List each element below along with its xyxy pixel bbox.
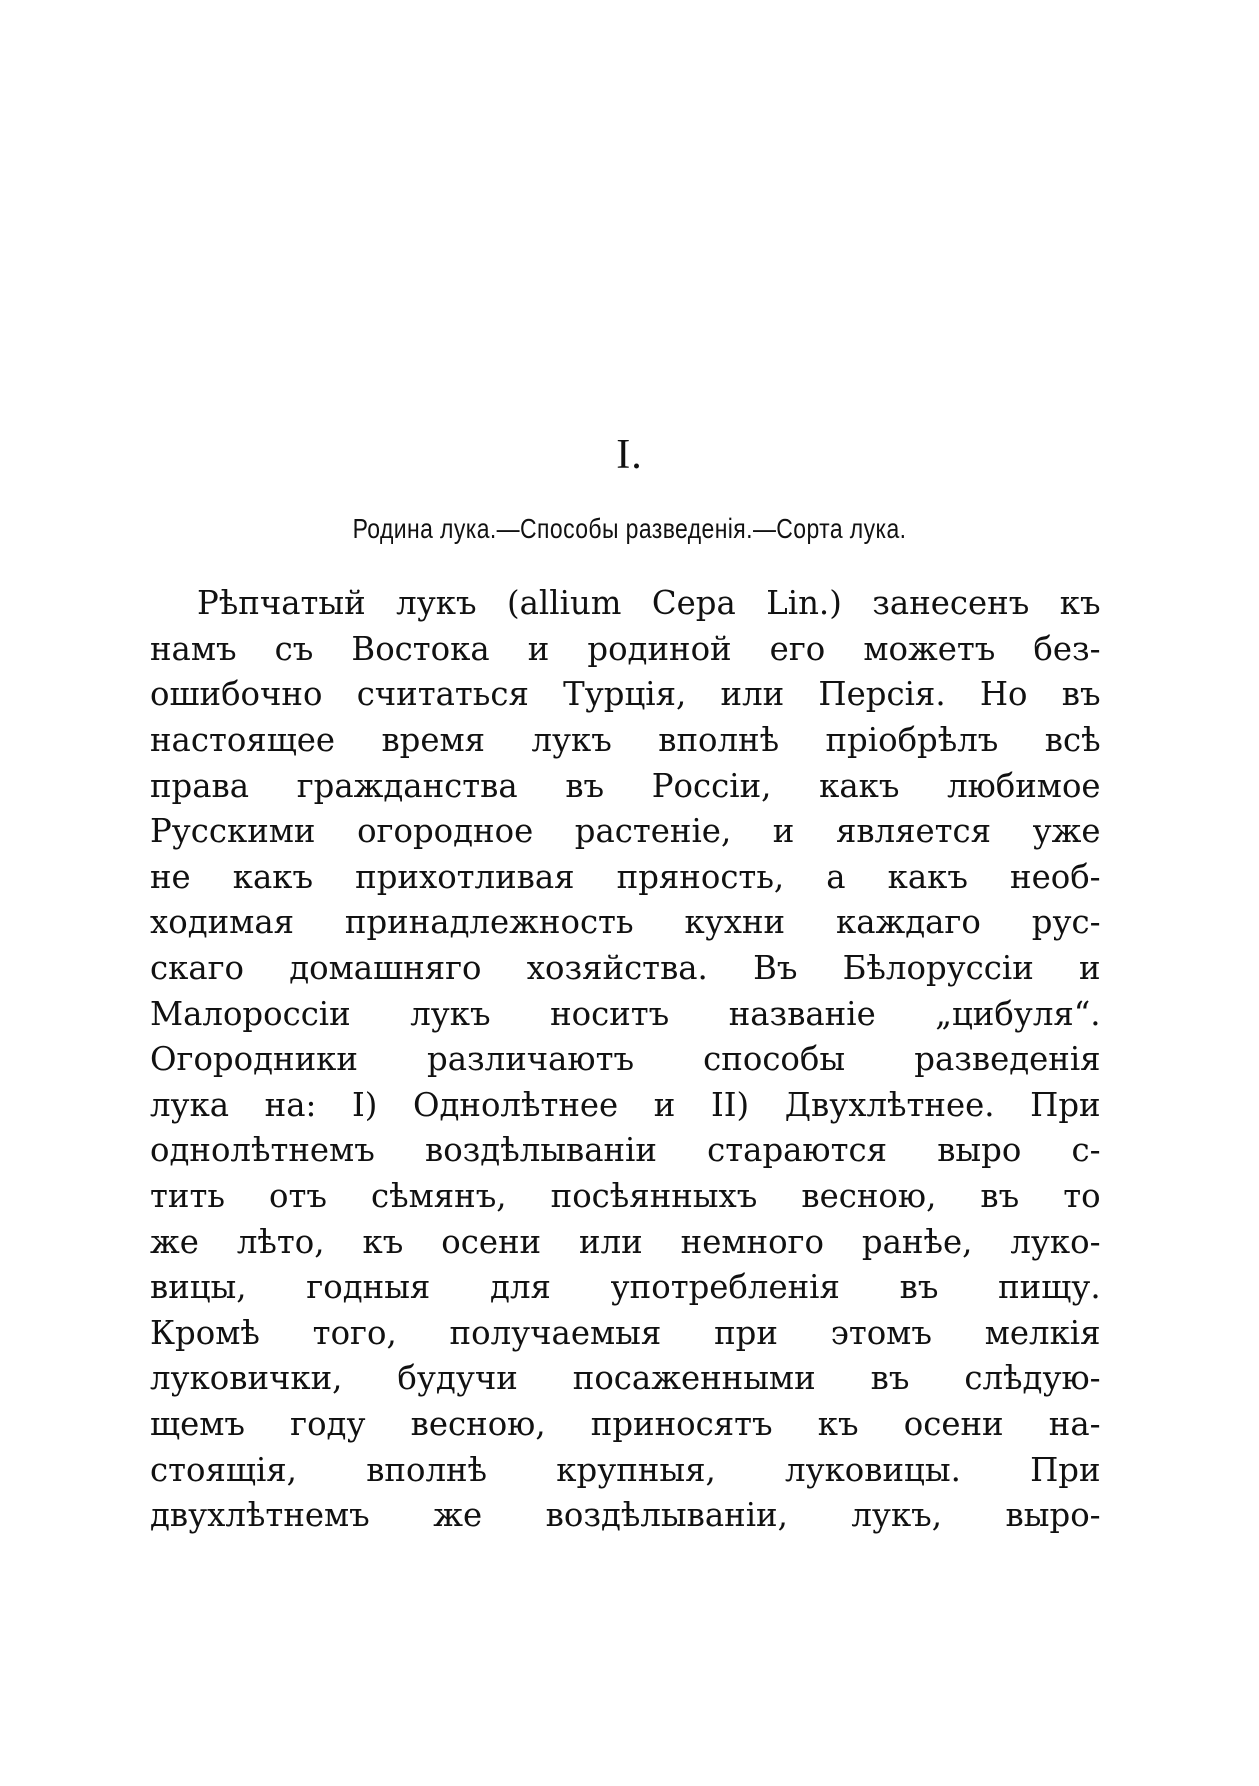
text-line [150,1264,1101,1310]
word: то [1063,1176,1101,1216]
word: съ [274,628,314,668]
word: При [1030,1449,1101,1489]
word: луко- [1010,1221,1101,1261]
text-line [150,1082,1101,1128]
word: ранѣе, [861,1221,973,1261]
word: Lin.) [766,583,842,623]
word: и [527,628,550,668]
word: въ [899,1267,939,1307]
word: воздѣлываніи, [545,1495,788,1535]
word: стараются [707,1130,887,1170]
word: мелкія [984,1312,1101,1352]
word: гражданства [296,765,518,805]
word: рус- [1031,902,1101,942]
word: луковицы. [785,1449,961,1489]
word: Бѣлоруссіи [842,948,1034,988]
word: весною, [801,1176,937,1216]
word: без- [1033,628,1101,668]
word: необ- [1010,856,1101,896]
word: прихотливая [355,856,575,896]
word: и [653,1084,676,1124]
word: время [381,720,486,760]
word: настоящее [150,720,336,760]
text-line [150,1310,1101,1356]
chapter-numeral: I. [616,432,643,478]
word: лукъ [410,993,491,1033]
word: пріобрѣлъ [825,720,999,760]
word: Однолѣтнее [412,1084,619,1124]
word: названіе [728,993,876,1033]
text-line [150,808,1101,854]
word: Двухлѣтнее. [784,1084,995,1124]
word: отъ [269,1176,327,1216]
text-line [150,1173,1101,1219]
word: способы [703,1039,846,1079]
word: лѣто, [236,1221,325,1261]
word: луковички, [150,1358,343,1398]
word: любимое [947,765,1101,805]
word: каждаго [836,902,981,942]
word: слѣдую- [964,1358,1101,1398]
word: принадлежность [344,902,634,942]
word: посаженными [572,1358,816,1398]
word: въ [870,1358,910,1398]
word: же [433,1495,483,1535]
word: Персія. [818,674,946,714]
word: носитъ [550,993,670,1033]
text-line [150,854,1101,900]
word: стоящія, [150,1449,297,1489]
word: занесенъ [872,583,1030,623]
word: II) [710,1084,750,1124]
word: и [772,811,795,851]
word: воздѣлываніи [424,1130,657,1170]
word: Россіи, [651,765,772,805]
word: къ [817,1403,859,1443]
word: хозяйства. [526,948,708,988]
word: не [150,856,191,896]
word: осени [441,1221,542,1261]
word: осени [903,1403,1004,1443]
text-line [150,671,1101,717]
word: Cepa [651,583,736,623]
word: при [714,1312,778,1352]
word: посѣянныхъ [550,1176,758,1216]
word: и [1079,948,1101,988]
word: является [835,811,992,851]
word: къ [362,1221,404,1261]
word: для [490,1267,551,1307]
text-line [150,899,1101,945]
word: Малороссіи [150,993,351,1033]
word: „цибуля“. [935,993,1101,1033]
word: Огородники [150,1039,358,1079]
word: всѣ [1044,720,1101,760]
word: можетъ [863,628,996,668]
text-line [150,626,1101,672]
word: выро- [1005,1495,1101,1535]
word: пищу. [998,1267,1101,1307]
text-line [150,990,1101,1036]
word: употребленія [610,1267,840,1307]
text-line [150,1355,1101,1401]
word: лукъ, [851,1495,943,1535]
word: приносятъ [590,1403,773,1443]
word: права [150,765,250,805]
word: считаться [356,674,529,714]
text-line [150,762,1101,808]
word: же [150,1221,199,1261]
word: пряность, [616,856,785,896]
text-line [150,1218,1101,1264]
word: Турція, [563,674,687,714]
word: въ [565,765,605,805]
word: огородное [357,811,534,851]
word: или [720,674,785,714]
word: сѣмянъ, [371,1176,507,1216]
word: Русскими [150,811,316,851]
body-paragraph [150,580,1120,1537]
word: ходимая [150,902,295,942]
text-line [150,717,1101,763]
word: того, [312,1312,397,1352]
word: родиной [587,628,732,668]
word: I) [351,1084,378,1124]
word: однолѣтнемъ [150,1130,375,1170]
word: разведенія [914,1039,1101,1079]
text-line [150,580,1101,626]
word: лукъ [396,583,477,623]
word: весною, [410,1403,546,1443]
text-line [150,1036,1101,1082]
text-line [150,1401,1101,1447]
word: Рѣпчатый [197,583,366,623]
word: на- [1048,1403,1101,1443]
word: этомъ [830,1312,932,1352]
word: Кромѣ [150,1312,260,1352]
word: въ [1061,674,1101,714]
word: году [290,1403,366,1443]
word: какъ [232,856,314,896]
word: какъ [819,765,900,805]
word: скаго [150,948,245,988]
word: (allium [507,583,622,623]
word: вполнѣ [658,720,780,760]
text-line [150,945,1101,991]
word: Востока [351,628,490,668]
word: будучи [397,1358,518,1398]
word: различаютъ [427,1039,635,1079]
text-line [150,1492,1101,1538]
word: годныя [306,1267,431,1307]
word: лукъ [531,720,612,760]
word: с- [1071,1130,1101,1170]
word: домашняго [289,948,482,988]
word: выро [937,1130,1022,1170]
word: вполнѣ [366,1449,488,1489]
chapter-subtitle: Родина лука.—Способы разведенія.—Сорта лука. [352,513,907,544]
word: двухлѣтнемъ [150,1495,370,1535]
word: Но [979,674,1028,714]
word: растеніе, [574,811,732,851]
text-line [150,1446,1101,1492]
word: лука [150,1084,230,1124]
text-line [150,1127,1101,1173]
word: къ [1059,583,1101,623]
word: щемъ [150,1403,245,1443]
word: уже [1032,811,1101,851]
word: получаемыя [449,1312,662,1352]
word: въ [980,1176,1020,1216]
word: немного [680,1221,824,1261]
word: кухни [684,902,786,942]
word: При [1030,1084,1101,1124]
word: или [579,1221,643,1261]
word: тить [150,1176,225,1216]
word: на: [264,1084,317,1124]
word: а [826,856,846,896]
word: Въ [753,948,798,988]
word: ошибочно [150,674,323,714]
word: какъ [887,856,968,896]
word: намъ [150,628,237,668]
word: его [769,628,826,668]
word: вицы, [150,1267,247,1307]
word: крупныя, [556,1449,716,1489]
